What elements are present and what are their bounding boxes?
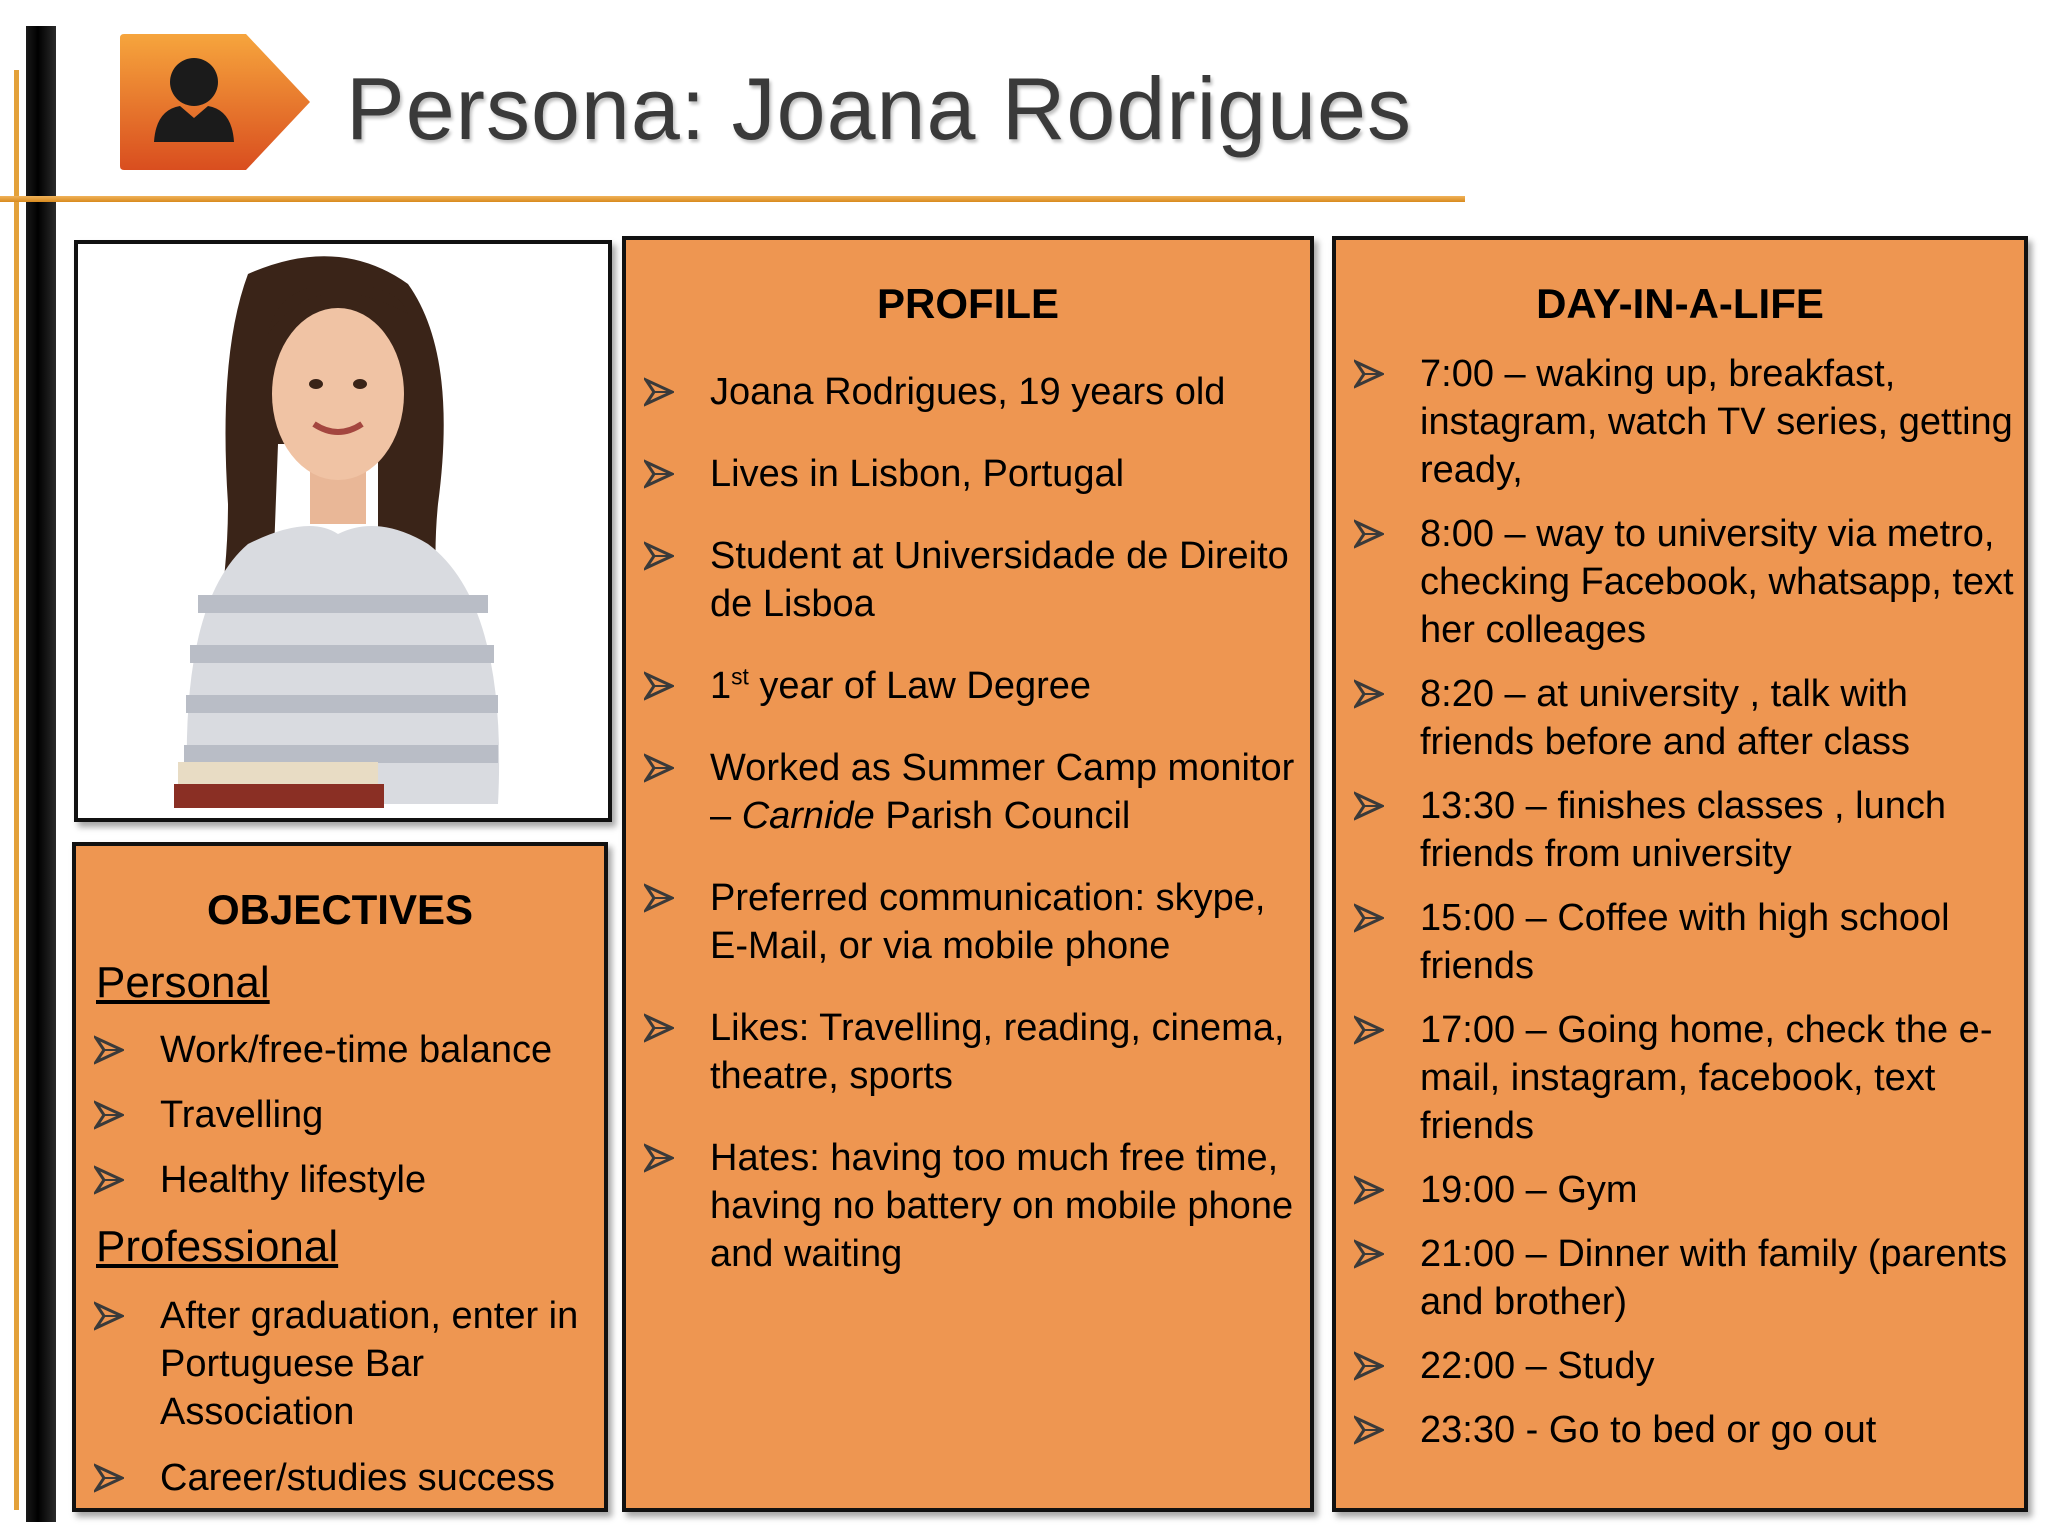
arrowhead-bullet-icon bbox=[94, 1091, 134, 1139]
list-item bbox=[644, 450, 1300, 498]
arrowhead-bullet-icon bbox=[644, 1004, 684, 1052]
schedule-item bbox=[1354, 782, 2014, 878]
worked-italic: Carnide bbox=[741, 795, 875, 837]
schedule-text: 17:00 – Going home, check the e-mail, instagram, facebook, text friends bbox=[1420, 1009, 1993, 1147]
schedule-text: 8:20 – at university , talk with friends before and after class bbox=[1420, 673, 1911, 763]
profile-text: Likes: Travelling, reading, cinema, theatre, sports bbox=[710, 1007, 1285, 1097]
arrowhead-bullet-icon bbox=[644, 744, 684, 792]
schedule-item bbox=[1354, 1406, 2014, 1454]
arrowhead-bullet-icon bbox=[1354, 1230, 1394, 1278]
schedule-item bbox=[1354, 1342, 2014, 1390]
list-item bbox=[644, 744, 1300, 840]
objective-text: Work/free-time balance bbox=[160, 1029, 553, 1071]
arrowhead-bullet-icon bbox=[94, 1156, 134, 1204]
list-item bbox=[644, 1134, 1300, 1278]
schedule-text: 23:30 - Go to bed or go out bbox=[1420, 1409, 1877, 1451]
day-in-a-life-heading: DAY-IN-A-LIFE bbox=[1536, 280, 1824, 327]
arrowhead-bullet-icon bbox=[1354, 1006, 1394, 1054]
arrowhead-bullet-icon bbox=[644, 662, 684, 710]
list-item bbox=[94, 1091, 594, 1139]
left-accent-line bbox=[14, 70, 19, 1510]
arrowhead-bullet-icon bbox=[1354, 1342, 1394, 1390]
schedule-text: 15:00 – Coffee with high school friends bbox=[1420, 897, 1950, 987]
schedule-item bbox=[1354, 1230, 2014, 1326]
list-item bbox=[644, 1004, 1300, 1100]
personal-objectives-list bbox=[94, 1026, 594, 1204]
arrowhead-bullet-icon bbox=[644, 368, 684, 416]
schedule-text: 21:00 – Dinner with family (parents and brother) bbox=[1420, 1233, 2008, 1323]
schedule-text: 22:00 – Study bbox=[1420, 1345, 1655, 1387]
person-silhouette-icon bbox=[118, 30, 314, 180]
schedule-item bbox=[1354, 1166, 2014, 1214]
list-item bbox=[94, 1454, 594, 1502]
list-item bbox=[94, 1026, 594, 1074]
schedule-text: 7:00 – waking up, breakfast, instagram, watch TV series, getting ready, bbox=[1420, 353, 2013, 491]
profile-text: Student at Universidade de Direito de Lisboa bbox=[710, 535, 1289, 625]
objective-text: After graduation, enter in Portuguese Bar Association bbox=[160, 1295, 579, 1433]
schedule-item bbox=[1354, 1006, 2014, 1150]
list-item bbox=[644, 874, 1300, 970]
schedule-item bbox=[1354, 510, 2014, 654]
profile-text: Hates: having too much free time, having no battery on mobile phone and waiting bbox=[710, 1137, 1294, 1275]
arrowhead-bullet-icon bbox=[1354, 782, 1394, 830]
arrowhead-bullet-icon bbox=[644, 1134, 684, 1182]
year-ordinal: st bbox=[731, 663, 749, 690]
arrowhead-bullet-icon bbox=[1354, 894, 1394, 942]
list-item bbox=[644, 368, 1300, 416]
profile-list bbox=[644, 368, 1300, 1312]
arrowhead-bullet-icon bbox=[644, 532, 684, 580]
objectives-heading: OBJECTIVES bbox=[206, 886, 474, 933]
page-title: Persona: Joana Rodrigues bbox=[346, 59, 1412, 158]
arrowhead-bullet-icon bbox=[644, 450, 684, 498]
personal-subheading: Personal bbox=[96, 958, 270, 1007]
list-item bbox=[644, 662, 1300, 710]
list-item bbox=[94, 1156, 594, 1204]
list-item bbox=[94, 1292, 594, 1436]
year-text: year of Law Degree bbox=[748, 665, 1092, 707]
profile-text: Joana Rodrigues, 19 years old bbox=[710, 371, 1226, 413]
arrowhead-bullet-icon bbox=[94, 1454, 134, 1502]
arrowhead-bullet-icon bbox=[644, 874, 684, 922]
professional-subheading: Professional bbox=[96, 1222, 339, 1271]
schedule-text: 13:30 – finishes classes , lunch friends from university bbox=[1420, 785, 1946, 875]
arrowhead-bullet-icon bbox=[1354, 1406, 1394, 1454]
worked-text-end: Parish Council bbox=[874, 795, 1131, 837]
professional-objectives-list bbox=[94, 1292, 594, 1502]
objectives-panel bbox=[72, 842, 608, 1512]
arrowhead-bullet-icon bbox=[94, 1026, 134, 1074]
schedule-text: 8:00 – way to university via metro, checking Facebook, whatsapp, text her colleages bbox=[1420, 513, 2014, 651]
schedule-text: 19:00 – Gym bbox=[1420, 1169, 1638, 1211]
schedule-item bbox=[1354, 670, 2014, 766]
arrowhead-bullet-icon bbox=[94, 1292, 134, 1340]
profile-heading: PROFILE bbox=[876, 280, 1059, 327]
list-item bbox=[644, 532, 1300, 628]
year-number: 1 bbox=[710, 665, 732, 707]
profile-panel bbox=[622, 236, 1314, 1512]
objective-text: Healthy lifestyle bbox=[160, 1159, 427, 1201]
day-in-a-life-panel bbox=[1332, 236, 2028, 1512]
profile-text: Lives in Lisbon, Portugal bbox=[710, 453, 1125, 495]
persona-portrait-illustration bbox=[78, 244, 608, 818]
title-underline bbox=[0, 196, 1465, 202]
left-black-bar bbox=[26, 26, 56, 1522]
profile-text: Preferred communication: skype, E-Mail, or via mobile phone bbox=[710, 877, 1266, 967]
schedule-item bbox=[1354, 894, 2014, 990]
worked-text: Worked as Summer Camp monitor – bbox=[710, 747, 1295, 837]
arrowhead-bullet-icon bbox=[1354, 1166, 1394, 1214]
persona-photo bbox=[74, 240, 612, 822]
arrowhead-bullet-icon bbox=[1354, 350, 1394, 398]
arrowhead-bullet-icon bbox=[1354, 670, 1394, 718]
schedule-item bbox=[1354, 350, 2014, 494]
day-schedule-list bbox=[1354, 350, 2014, 1470]
objective-text: Career/studies success bbox=[160, 1457, 555, 1499]
arrowhead-bullet-icon bbox=[1354, 510, 1394, 558]
objective-text: Travelling bbox=[160, 1094, 324, 1136]
